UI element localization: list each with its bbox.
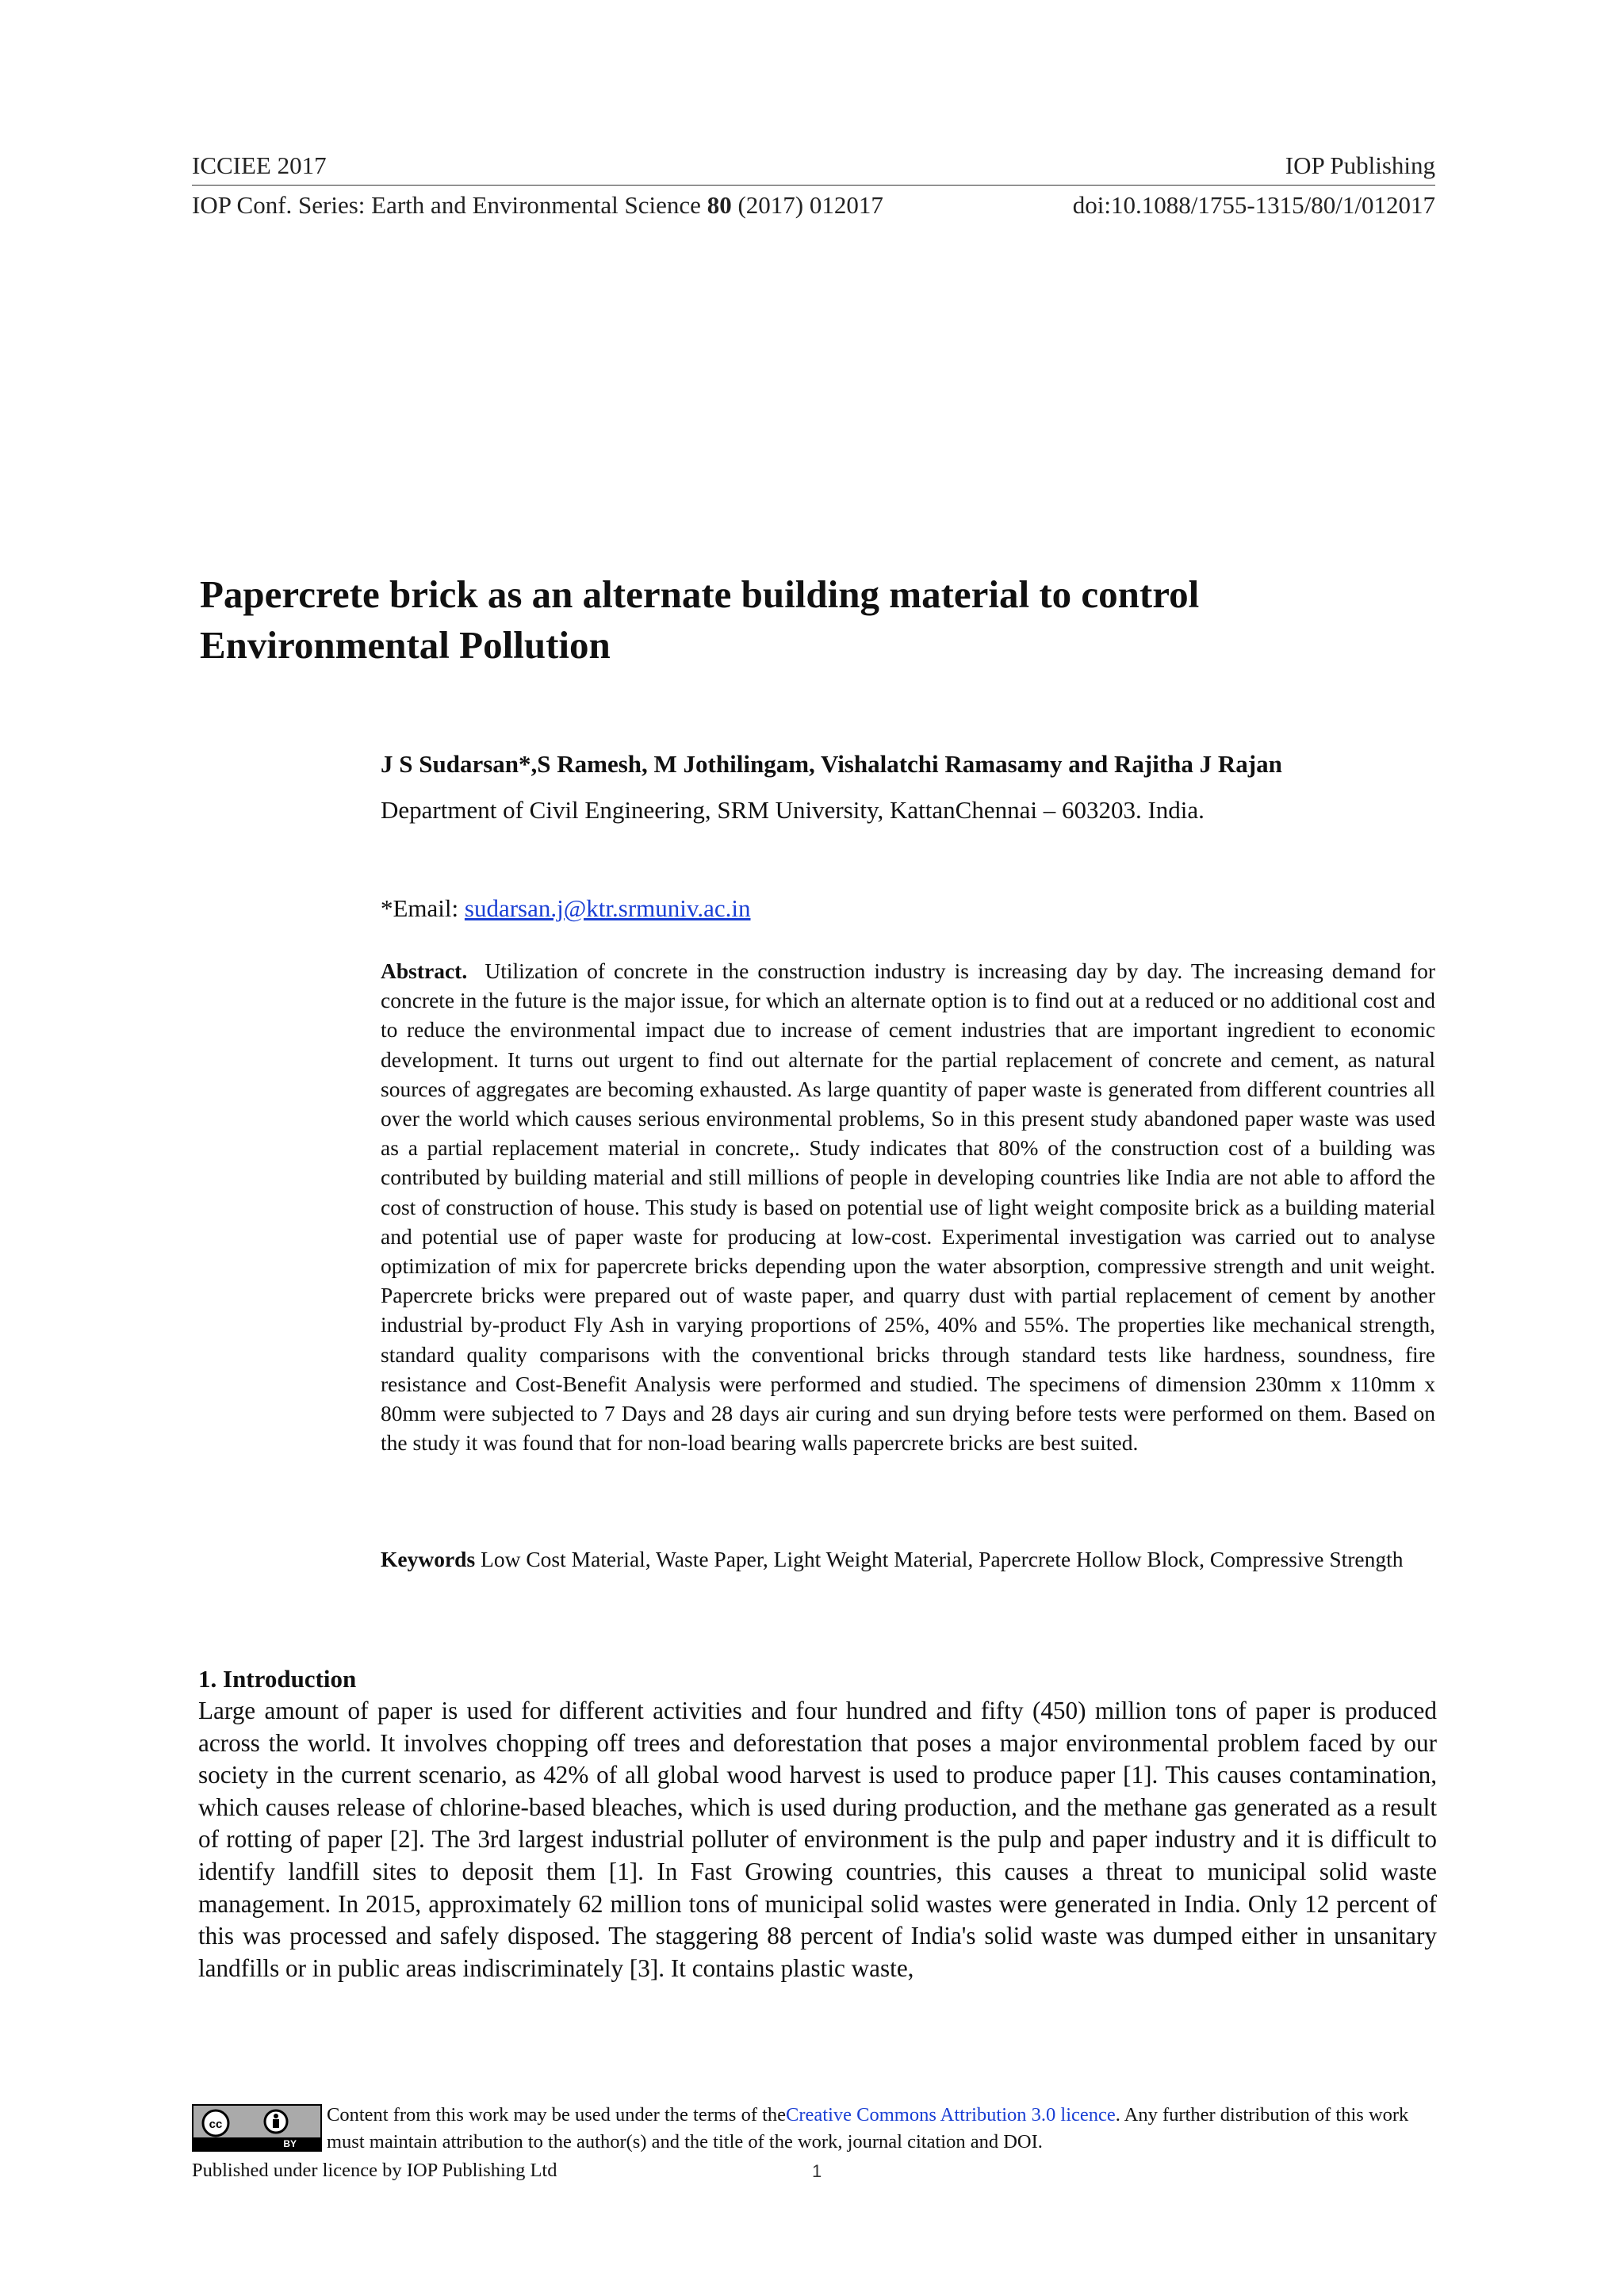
keywords (381, 1544, 1435, 1574)
paper-title: Papercrete brick as an alternate building material to control Environmental Pollution (200, 572, 1200, 667)
keywords-label: Keywords (381, 1547, 476, 1571)
header-rule (192, 185, 1435, 186)
abstract-label: Abstract. (381, 959, 468, 983)
licence-suffix: . Any further distribution of this work must maintain attribution to the author(s) and the title of the work, journal citation and DOI. (327, 2104, 1409, 2152)
licence-notice (327, 2102, 1437, 2156)
doi: doi:10.1088/1755-1315/80/1/012017 (1072, 191, 1435, 219)
email-line (381, 893, 1443, 924)
svg-text:cc: cc (209, 2118, 223, 2131)
published-notice: Published under licence by IOP Publishing Ltd (192, 2160, 557, 2181)
email-link[interactable]: sudarsan.j@ktr.srmuniv.ac.in (464, 894, 751, 922)
cc-by-bar (193, 2137, 320, 2150)
cc-by-label: BY (283, 2138, 297, 2149)
publisher-name: IOP Publishing (1285, 151, 1435, 179)
page-number: 1 (812, 2161, 822, 2181)
licence-link[interactable]: Creative Commons Attribution 3.0 licence (786, 2104, 1116, 2126)
volume-number: 80 (707, 191, 732, 219)
keywords-text: Low Cost Material, Waste Paper, Light Weight Material, Papercrete Hollow Block, Compressive Strength (481, 1547, 1404, 1571)
authors: J S Sudarsan*,S Ramesh, M Jothilingam, Vishalatchi Ramasamy and Rajitha J Rajan (381, 750, 1282, 778)
licence-prefix: Content from this work may be used under the terms of the (327, 2104, 787, 2126)
email-label: *Email: (381, 894, 465, 922)
cc-logo-icon (193, 2106, 320, 2137)
conference-name: ICCIEE 2017 (192, 151, 327, 179)
creative-commons-badge[interactable] (192, 2104, 322, 2152)
section-heading-introduction: 1. Introduction (198, 1665, 357, 1693)
affiliation: Department of Civil Engineering, SRM University, KattanChennai – 603203. India. (381, 796, 1205, 824)
abstract-text: Utilization of concrete in the construction industry is increasing day by day. The increasing demand for concrete in the future is the major issue, for which an alternate option is to find out at a reduced or no additional cost and to reduce the environmental impact due to increase of cement industries that are important ingredient to economic development. It turns out urgent to find out alternate for the partial replacement of concrete and cement, as natural sources of aggregates are becoming exhausted. As large quantity of paper waste is generated from different countries all over the world which causes serious environmental problems, So in this present study abandoned paper waste was used as a partial replacement material in concrete,. Study indicates that 80% of the construction cost of a building was contributed by building material and still millions of people in developing countries like India are not able to afford the cost of construction of house. This study is based on potential use of light weight composite brick as a building material and potential use of paper waste for producing at low-cost. Experimental investigation was carried out to analyse optimization of mix for papercrete bricks depending upon the water absorption, compressive strength and unit weight. Papercrete bricks were prepared out of waste paper, and quarry dust with partial replacement of cement by another industrial by-product Fly Ash in varying proportions of 25%, 40% and 55%. The properties like mechanical strength, standard quality comparisons with the conventional bricks through standard tests like hardness, soundness, fire resistance and Cost-Benefit Analysis were performed and studied. The specimens of dimension 230mm x 110mm x 80mm were subjected to 7 Days and 28 days air curing and sun drying before tests were performed on them. Based on the study it was found that for non-load bearing walls papercrete bricks are best suited. (381, 959, 1435, 1456)
series-prefix: IOP Conf. Series: Earth and Environmental Science (192, 191, 707, 219)
abstract (381, 956, 1435, 1457)
introduction-paragraph: Large amount of paper is used for different activities and four hundred and fifty (450) million tons of paper is produced across the world. It involves chopping off trees and deforestation that poses a major environmental problem faced by our society in the current scenario, as 42% of all global wood harvest is used to produce paper [1]. This causes contamination, which causes release of chlorine-based bleaches, which is used during production, and the methane gas generated as a result of rotting of paper [2]. The 3rd largest industrial polluter of environment is the pulp and paper industry and it is difficult to identify landfill sites to deposit them [1]. In Fast Growing countries, this causes a threat to municipal solid waste management. In 2015, approximately 62 million tons of municipal solid wastes were generated in India. Only 12 percent of this was processed and safely disposed. The staggering 88 percent of India's solid waste was dumped either in unsanitary landfills or in public areas indiscriminately [3]. It contains plastic waste, (198, 1697, 1437, 1982)
series-citation (192, 190, 883, 220)
series-suffix: (2017) 012017 (731, 191, 883, 219)
